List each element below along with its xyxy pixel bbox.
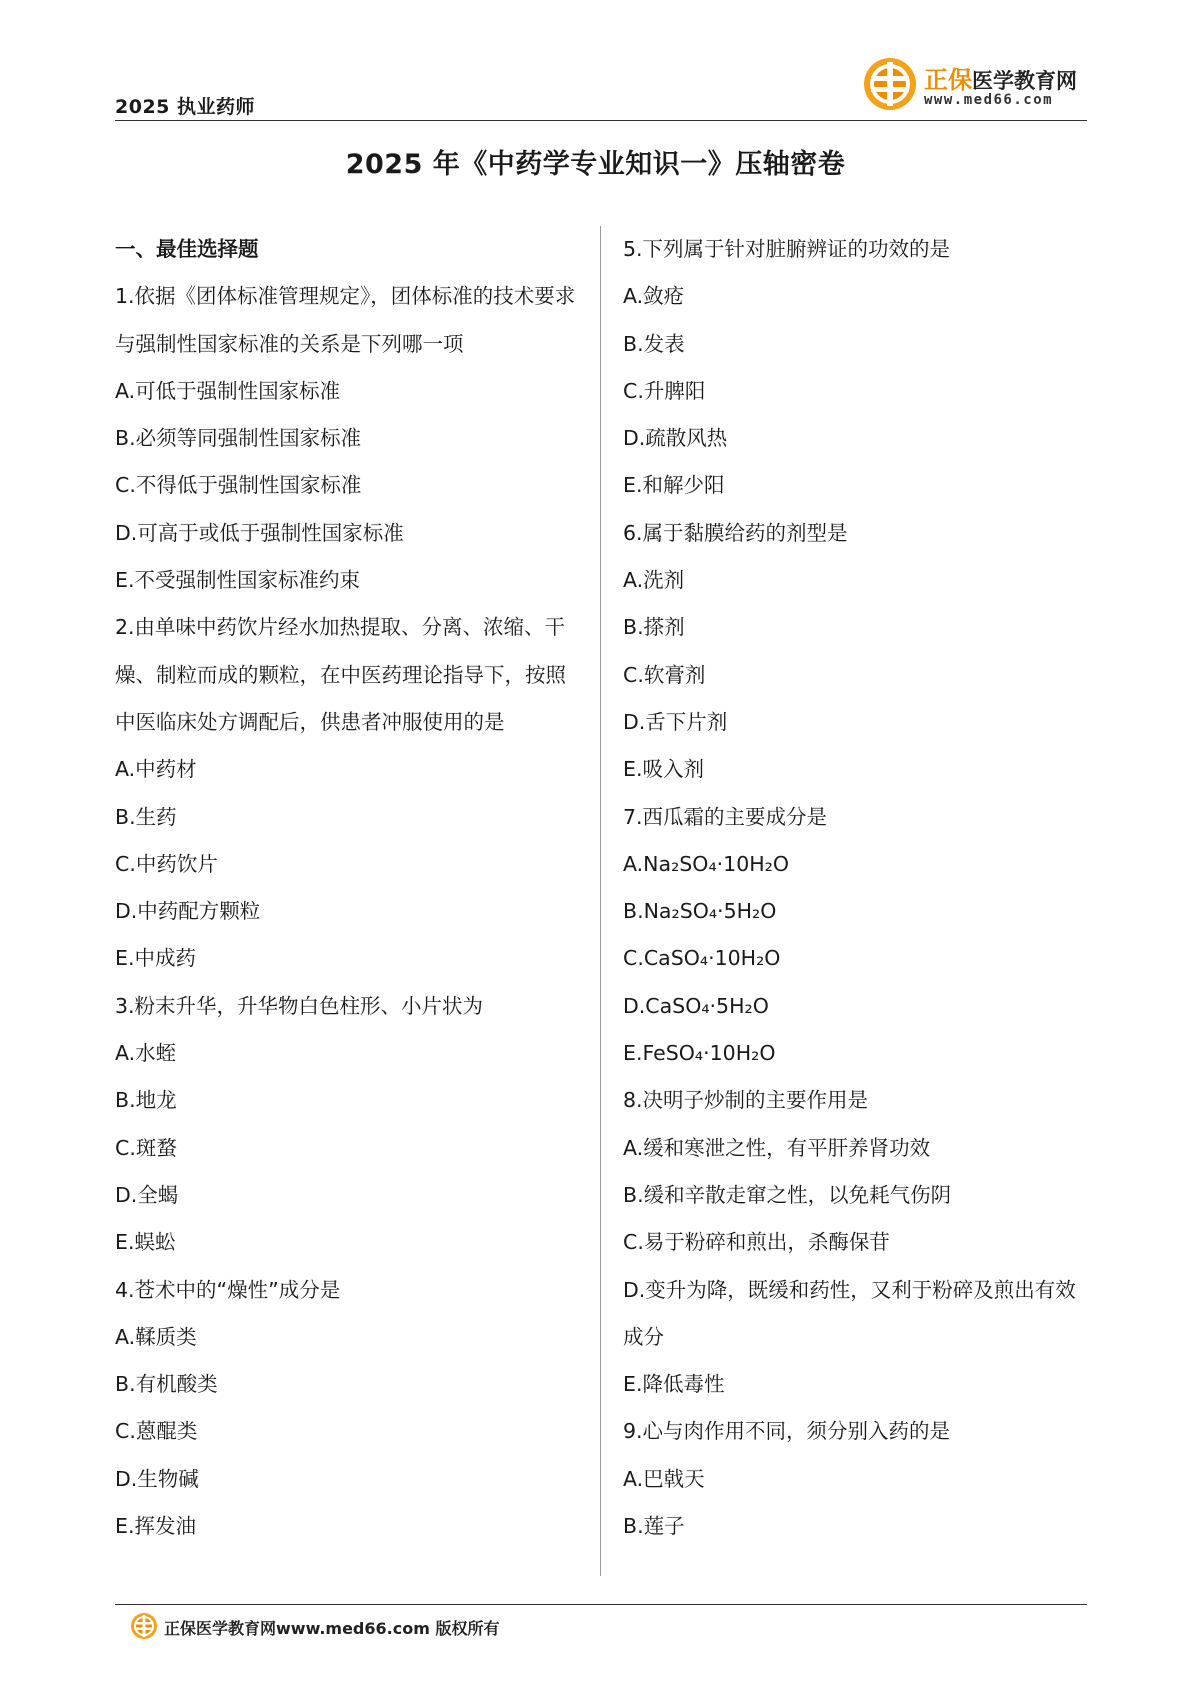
text-line: A.水蛭 xyxy=(115,1041,177,1066)
text-line: B.有机酸类 xyxy=(115,1372,218,1397)
text-line: 成分 xyxy=(623,1324,664,1349)
text-line: 1.依据《团体标准管理规定》，团体标准的技术要求 xyxy=(115,284,576,309)
text-line: 2.由单味中药饮片经水加热提取、分离、浓缩、干 xyxy=(115,615,566,640)
text-line: E.和解少阳 xyxy=(623,473,725,498)
text-line: D.CaSO₄·5H₂O xyxy=(623,993,769,1018)
text-line: D.全蝎 xyxy=(115,1182,179,1207)
text-line: 中医临床处方调配后，供患者冲服使用的是 xyxy=(115,709,505,734)
column-divider xyxy=(600,226,601,1576)
text-line: B.莲子 xyxy=(623,1514,685,1539)
text-line: A.Na₂SO₄·10H₂O xyxy=(623,851,790,876)
logo-mark-icon xyxy=(862,56,918,112)
text-line: E.FeSO₄·10H₂O xyxy=(623,1041,776,1066)
brand-logo xyxy=(862,56,1088,114)
text-line: A.中药材 xyxy=(115,757,197,782)
text-line: B.生药 xyxy=(115,804,177,829)
text-line: E.蜈蚣 xyxy=(115,1230,176,1255)
header-divider xyxy=(115,120,1087,121)
left-column xyxy=(115,226,585,1550)
text-line: D.可高于或低于强制性国家标准 xyxy=(115,520,404,545)
text-line: C.斑蝥 xyxy=(115,1135,177,1160)
text-line: D.生物碱 xyxy=(115,1466,199,1491)
text-line: 燥、制粒而成的颗粒，在中医药理论指导下，按照 xyxy=(115,662,566,687)
text-line: B.发表 xyxy=(623,331,685,356)
text-line: 7.西瓜霜的主要成分是 xyxy=(623,804,828,829)
text-line: C.易于粉碎和煎出，杀酶保苷 xyxy=(623,1230,890,1255)
text-line: 5.下列属于针对脏腑辨证的功效的是 xyxy=(623,237,951,261)
section-title: 一、最佳选择题 xyxy=(115,237,259,261)
text-line: B.必须等同强制性国家标准 xyxy=(115,426,362,451)
text-line: A.洗剂 xyxy=(623,568,685,593)
footer-logo-icon xyxy=(130,1612,158,1640)
text-line: B.地龙 xyxy=(115,1088,177,1113)
text-line: D.疏散风热 xyxy=(623,426,728,451)
text-line: A.鞣质类 xyxy=(115,1324,197,1349)
text-line: C.中药饮片 xyxy=(115,851,218,876)
text-line: 3.粉末升华，升华物白色柱形、小片状为 xyxy=(115,993,484,1018)
text-line: 与强制性国家标准的关系是下列哪一项 xyxy=(115,331,464,356)
text-line: A.缓和寒泄之性，有平肝养肾功效 xyxy=(623,1135,931,1160)
footer-divider xyxy=(115,1604,1087,1605)
text-line: E.中成药 xyxy=(115,946,196,971)
header-label: 2025 执业药师 xyxy=(115,96,255,118)
text-line: E.挥发油 xyxy=(115,1514,196,1539)
text-line: D.变升为降，既缓和药性，又利于粉碎及煎出有效 xyxy=(623,1277,1076,1302)
footer-copyright: 正保医学教育网www.med66.com 版权所有 xyxy=(164,1619,500,1638)
logo-brand-part-2: 医学教育网 xyxy=(972,69,1077,93)
text-line: D.舌下片剂 xyxy=(623,709,728,734)
document-title: 2025 年《中药学专业知识一》压轴密卷 xyxy=(345,149,846,180)
text-line: E.吸入剂 xyxy=(623,757,704,782)
text-line: 6.属于黏膜给药的剂型是 xyxy=(623,520,848,545)
text-line: E.降低毒性 xyxy=(623,1372,725,1397)
text-line: 9.心与肉作用不同，须分别入药的是 xyxy=(623,1419,951,1444)
text-line: C.蒽醌类 xyxy=(115,1419,198,1444)
text-line: C.CaSO₄·10H₂O xyxy=(623,946,781,971)
text-line: A.可低于强制性国家标准 xyxy=(115,378,341,403)
text-line: B.搽剂 xyxy=(623,615,685,640)
logo-url: www.med66.com xyxy=(924,92,1054,108)
logo-brand-part-1: 正保 xyxy=(924,66,972,94)
text-line: C.不得低于强制性国家标准 xyxy=(115,473,362,498)
right-column xyxy=(623,226,1093,1550)
text-line: 8.决明子炒制的主要作用是 xyxy=(623,1088,869,1113)
text-line: A.敛疮 xyxy=(623,284,685,309)
text-line: 4.苍术中的“燥性”成分是 xyxy=(115,1277,341,1302)
text-line: E.不受强制性国家标准约束 xyxy=(115,568,360,593)
text-line: B.Na₂SO₄·5H₂O xyxy=(623,899,777,924)
text-line: C.软膏剂 xyxy=(623,662,706,687)
text-line: A.巴戟天 xyxy=(623,1466,705,1491)
text-line: B.缓和辛散走窜之性，以免耗气伤阴 xyxy=(623,1182,952,1207)
text-line: D.中药配方颗粒 xyxy=(115,899,261,924)
text-line: C.升脾阳 xyxy=(623,378,706,403)
logo-brand-text xyxy=(924,60,1077,95)
